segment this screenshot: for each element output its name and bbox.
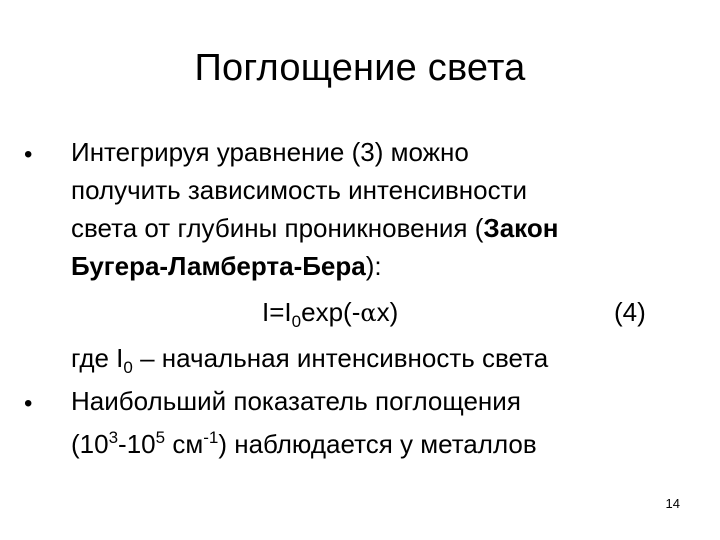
page-number: 14: [665, 496, 680, 511]
bullet-marker: •: [24, 141, 33, 168]
bullet1-line1: Интегрируя уравнение (3) можно: [71, 137, 469, 167]
law-name-bold: Бугера-Ламберта-Бера: [71, 251, 366, 281]
alpha-symbol: α: [360, 299, 377, 327]
slide-title: Поглощение света: [194, 47, 526, 89]
equation-number: (4): [614, 297, 646, 327]
bullet2-line2: ($10^3-10^5$ $см^{-1}$) наблюдается у металлов: [71, 428, 537, 459]
bullet1-line3: света от глубины проникновения (Закон: [71, 213, 559, 243]
equation: $I=I_0\exp(-\alpha x)$: [262, 297, 399, 331]
where-line: где $I_0$ – начальная интенсивность света: [71, 343, 549, 377]
bullet-marker: •: [24, 390, 33, 417]
bullet2-line1: Наибольший показатель поглощения: [71, 386, 521, 416]
bullet1-line2: получить зависимость интенсивности: [71, 175, 528, 205]
law-name-bold: Закон: [483, 213, 559, 243]
bullet1-line4: Бугера-Ламберта-Бера):: [71, 251, 382, 281]
